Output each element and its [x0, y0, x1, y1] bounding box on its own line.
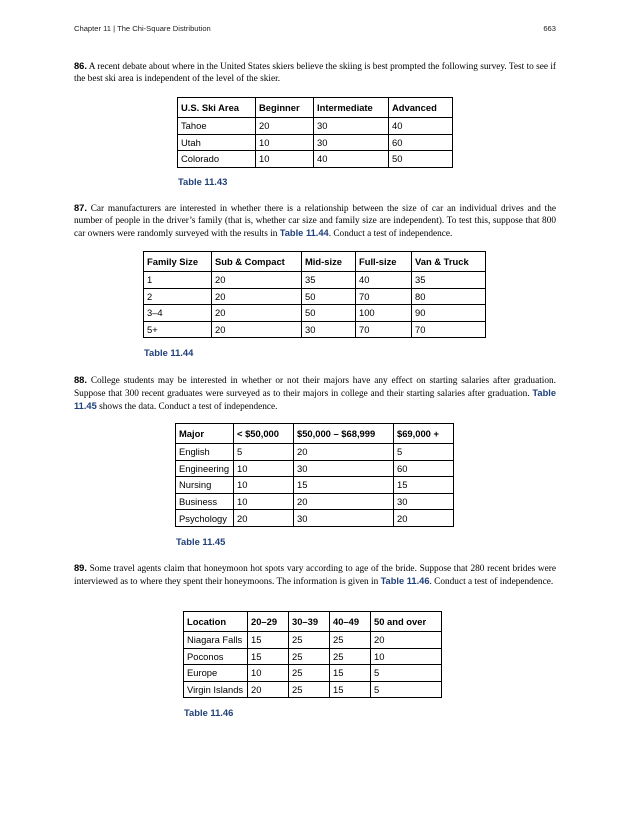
table-cell: 15	[248, 632, 289, 649]
problem-number: 86.	[74, 61, 87, 71]
table-cell: 50	[389, 151, 453, 168]
table-cell: 60	[394, 460, 454, 477]
table-cell: Colorado	[178, 151, 256, 168]
table-11-45	[175, 423, 454, 527]
problem-87	[74, 202, 556, 241]
table-cell: Virgin Islands	[184, 681, 248, 698]
column-header: 40–49	[330, 612, 371, 632]
table-cell: Poconos	[184, 648, 248, 665]
table-cell: 20	[394, 510, 454, 527]
column-header: Van & Truck	[412, 252, 486, 272]
table-cell: 10	[256, 134, 314, 151]
table-11-43	[177, 97, 453, 168]
column-header: Major	[176, 424, 234, 444]
table-row	[184, 665, 442, 682]
problem-text-end: shows the data. Conduct a test of independence.	[99, 402, 278, 413]
column-header: Intermediate	[314, 98, 389, 118]
problem-text: Some travel agents claim that honeymoon hot spots vary according to age of the bride. Suppose that 280 recent brides were interviewed as to where they spent their honeymoons. The information is given in	[74, 564, 556, 588]
table-header-row	[144, 252, 486, 272]
table-cell: 30	[302, 321, 356, 338]
table-row	[176, 493, 454, 510]
table-cell: 25	[289, 632, 330, 649]
column-header: Mid-size	[302, 252, 356, 272]
table-row	[184, 681, 442, 698]
table-cell: 30	[294, 510, 394, 527]
table-reference-link[interactable]: Table 11.45	[74, 388, 557, 412]
table-row	[184, 632, 442, 649]
table-cell: Niagara Falls	[184, 632, 248, 649]
table-row	[176, 510, 454, 527]
column-header: Family Size	[144, 252, 212, 272]
table-header-row	[176, 424, 454, 444]
table-row	[176, 460, 454, 477]
table-cell: 20	[294, 444, 394, 461]
table-cell: 10	[248, 665, 289, 682]
table-row	[176, 477, 454, 494]
problem-number: 87.	[74, 203, 87, 213]
column-header: $50,000 – $68,999	[294, 424, 394, 444]
column-header: 20–29	[248, 612, 289, 632]
problem-number: 89.	[74, 563, 87, 573]
table-cell: 5	[234, 444, 294, 461]
table-cell: 25	[330, 648, 371, 665]
table-cell: Nursing	[176, 477, 234, 494]
table-cell: 20	[248, 681, 289, 698]
table-cell: 35	[412, 272, 486, 289]
problem-89	[74, 562, 556, 588]
chapter-title: Chapter 11 | The Chi-Square Distribution	[74, 24, 211, 33]
problem-text-end: . Conduct a test of independence.	[328, 229, 453, 240]
table-cell: 15	[394, 477, 454, 494]
table-cell: 15	[330, 681, 371, 698]
table-row	[176, 444, 454, 461]
table-cell: 25	[330, 632, 371, 649]
table-cell: 35	[302, 272, 356, 289]
table-cell: 5	[394, 444, 454, 461]
table-cell: Europe	[184, 665, 248, 682]
table-row	[178, 134, 453, 151]
problem-text: Car manufacturers are interested in whether there is a relationship between the size of car an individual drives and the number of people in the driver’s family (that is, whether car size and family size are independent). To test this, suppose that 800 car owners were randomly surveyed with the results in	[74, 204, 556, 240]
problem-text-end: . Conduct a test of independence.	[429, 577, 554, 588]
table-cell: Tahoe	[178, 118, 256, 135]
table-cell: 20	[212, 305, 302, 322]
table-cell: 70	[412, 321, 486, 338]
table-row	[144, 305, 486, 322]
table-row	[184, 648, 442, 665]
table-cell: 5	[371, 665, 442, 682]
table-cell: 90	[412, 305, 486, 322]
table-cell: 50	[302, 305, 356, 322]
column-header: Beginner	[256, 98, 314, 118]
column-header: < $50,000	[234, 424, 294, 444]
table-cell: 50	[302, 288, 356, 305]
table-cell: 5+	[144, 321, 212, 338]
table-cell: 20	[294, 493, 394, 510]
table-cell: 10	[234, 477, 294, 494]
table-row	[178, 151, 453, 168]
table-cell: 20	[371, 632, 442, 649]
table-11-46	[183, 611, 442, 698]
table-row	[144, 272, 486, 289]
table-caption: Table 11.45	[176, 536, 226, 547]
table-cell: 70	[356, 288, 412, 305]
column-header: Full-size	[356, 252, 412, 272]
table-cell: 60	[389, 134, 453, 151]
table-cell: 10	[371, 648, 442, 665]
table-cell: 100	[356, 305, 412, 322]
problem-text: A recent debate about where in the United States skiers believe the skiing is best prompted the following survey. Test to see if the best ski area is independent of the level of the skier.	[74, 62, 557, 85]
table-cell: 25	[289, 648, 330, 665]
table-row	[144, 321, 486, 338]
table-header-row	[178, 98, 453, 118]
table-cell: Business	[176, 493, 234, 510]
page-number: 663	[543, 24, 556, 33]
table-cell: 30	[394, 493, 454, 510]
table-cell: 30	[314, 134, 389, 151]
column-header: $69,000 +	[394, 424, 454, 444]
table-header-row	[184, 612, 442, 632]
problem-86	[74, 60, 556, 85]
table-cell: 10	[234, 493, 294, 510]
table-cell: 3–4	[144, 305, 212, 322]
table-cell: 25	[289, 681, 330, 698]
problem-number: 88.	[74, 375, 87, 385]
table-cell: 15	[330, 665, 371, 682]
table-cell: 20	[212, 321, 302, 338]
table-cell: 10	[256, 151, 314, 168]
table-cell: 25	[289, 665, 330, 682]
problem-88	[74, 374, 556, 414]
table-cell: 80	[412, 288, 486, 305]
table-cell: 40	[389, 118, 453, 135]
table-row	[178, 118, 453, 135]
column-header: Advanced	[389, 98, 453, 118]
table-caption: Table 11.43	[178, 176, 228, 187]
table-reference-link[interactable]: Table 11.46	[380, 576, 430, 587]
column-header: U.S. Ski Area	[178, 98, 256, 118]
running-header	[74, 24, 556, 33]
table-cell: 5	[371, 681, 442, 698]
table-caption: Table 11.46	[184, 707, 234, 718]
table-caption: Table 11.44	[144, 347, 194, 358]
table-cell: 20	[212, 288, 302, 305]
column-header: 50 and over	[371, 612, 442, 632]
table-cell: 40	[314, 151, 389, 168]
table-cell: 30	[314, 118, 389, 135]
table-cell: 40	[356, 272, 412, 289]
table-cell: 30	[294, 460, 394, 477]
table-cell: 70	[356, 321, 412, 338]
table-cell: 20	[234, 510, 294, 527]
table-cell: 20	[212, 272, 302, 289]
table-cell: 1	[144, 272, 212, 289]
table-cell: Utah	[178, 134, 256, 151]
table-cell: 2	[144, 288, 212, 305]
table-cell: 20	[256, 118, 314, 135]
problem-text: College students may be interested in whether or not their majors have any effect on starting salaries after graduation. Suppose that 300 recent graduates were surveyed as to their majors in college and their starting salaries after graduation.	[74, 376, 556, 400]
column-header: Location	[184, 612, 248, 632]
table-cell: English	[176, 444, 234, 461]
table-cell: 15	[248, 648, 289, 665]
table-cell: 15	[294, 477, 394, 494]
table-reference-link[interactable]: Table 11.44	[279, 228, 329, 239]
table-cell: Engineering	[176, 460, 234, 477]
column-header: 30–39	[289, 612, 330, 632]
table-11-44	[143, 251, 486, 338]
table-row	[144, 288, 486, 305]
table-cell: 10	[234, 460, 294, 477]
column-header: Sub & Compact	[212, 252, 302, 272]
table-cell: Psychology	[176, 510, 234, 527]
